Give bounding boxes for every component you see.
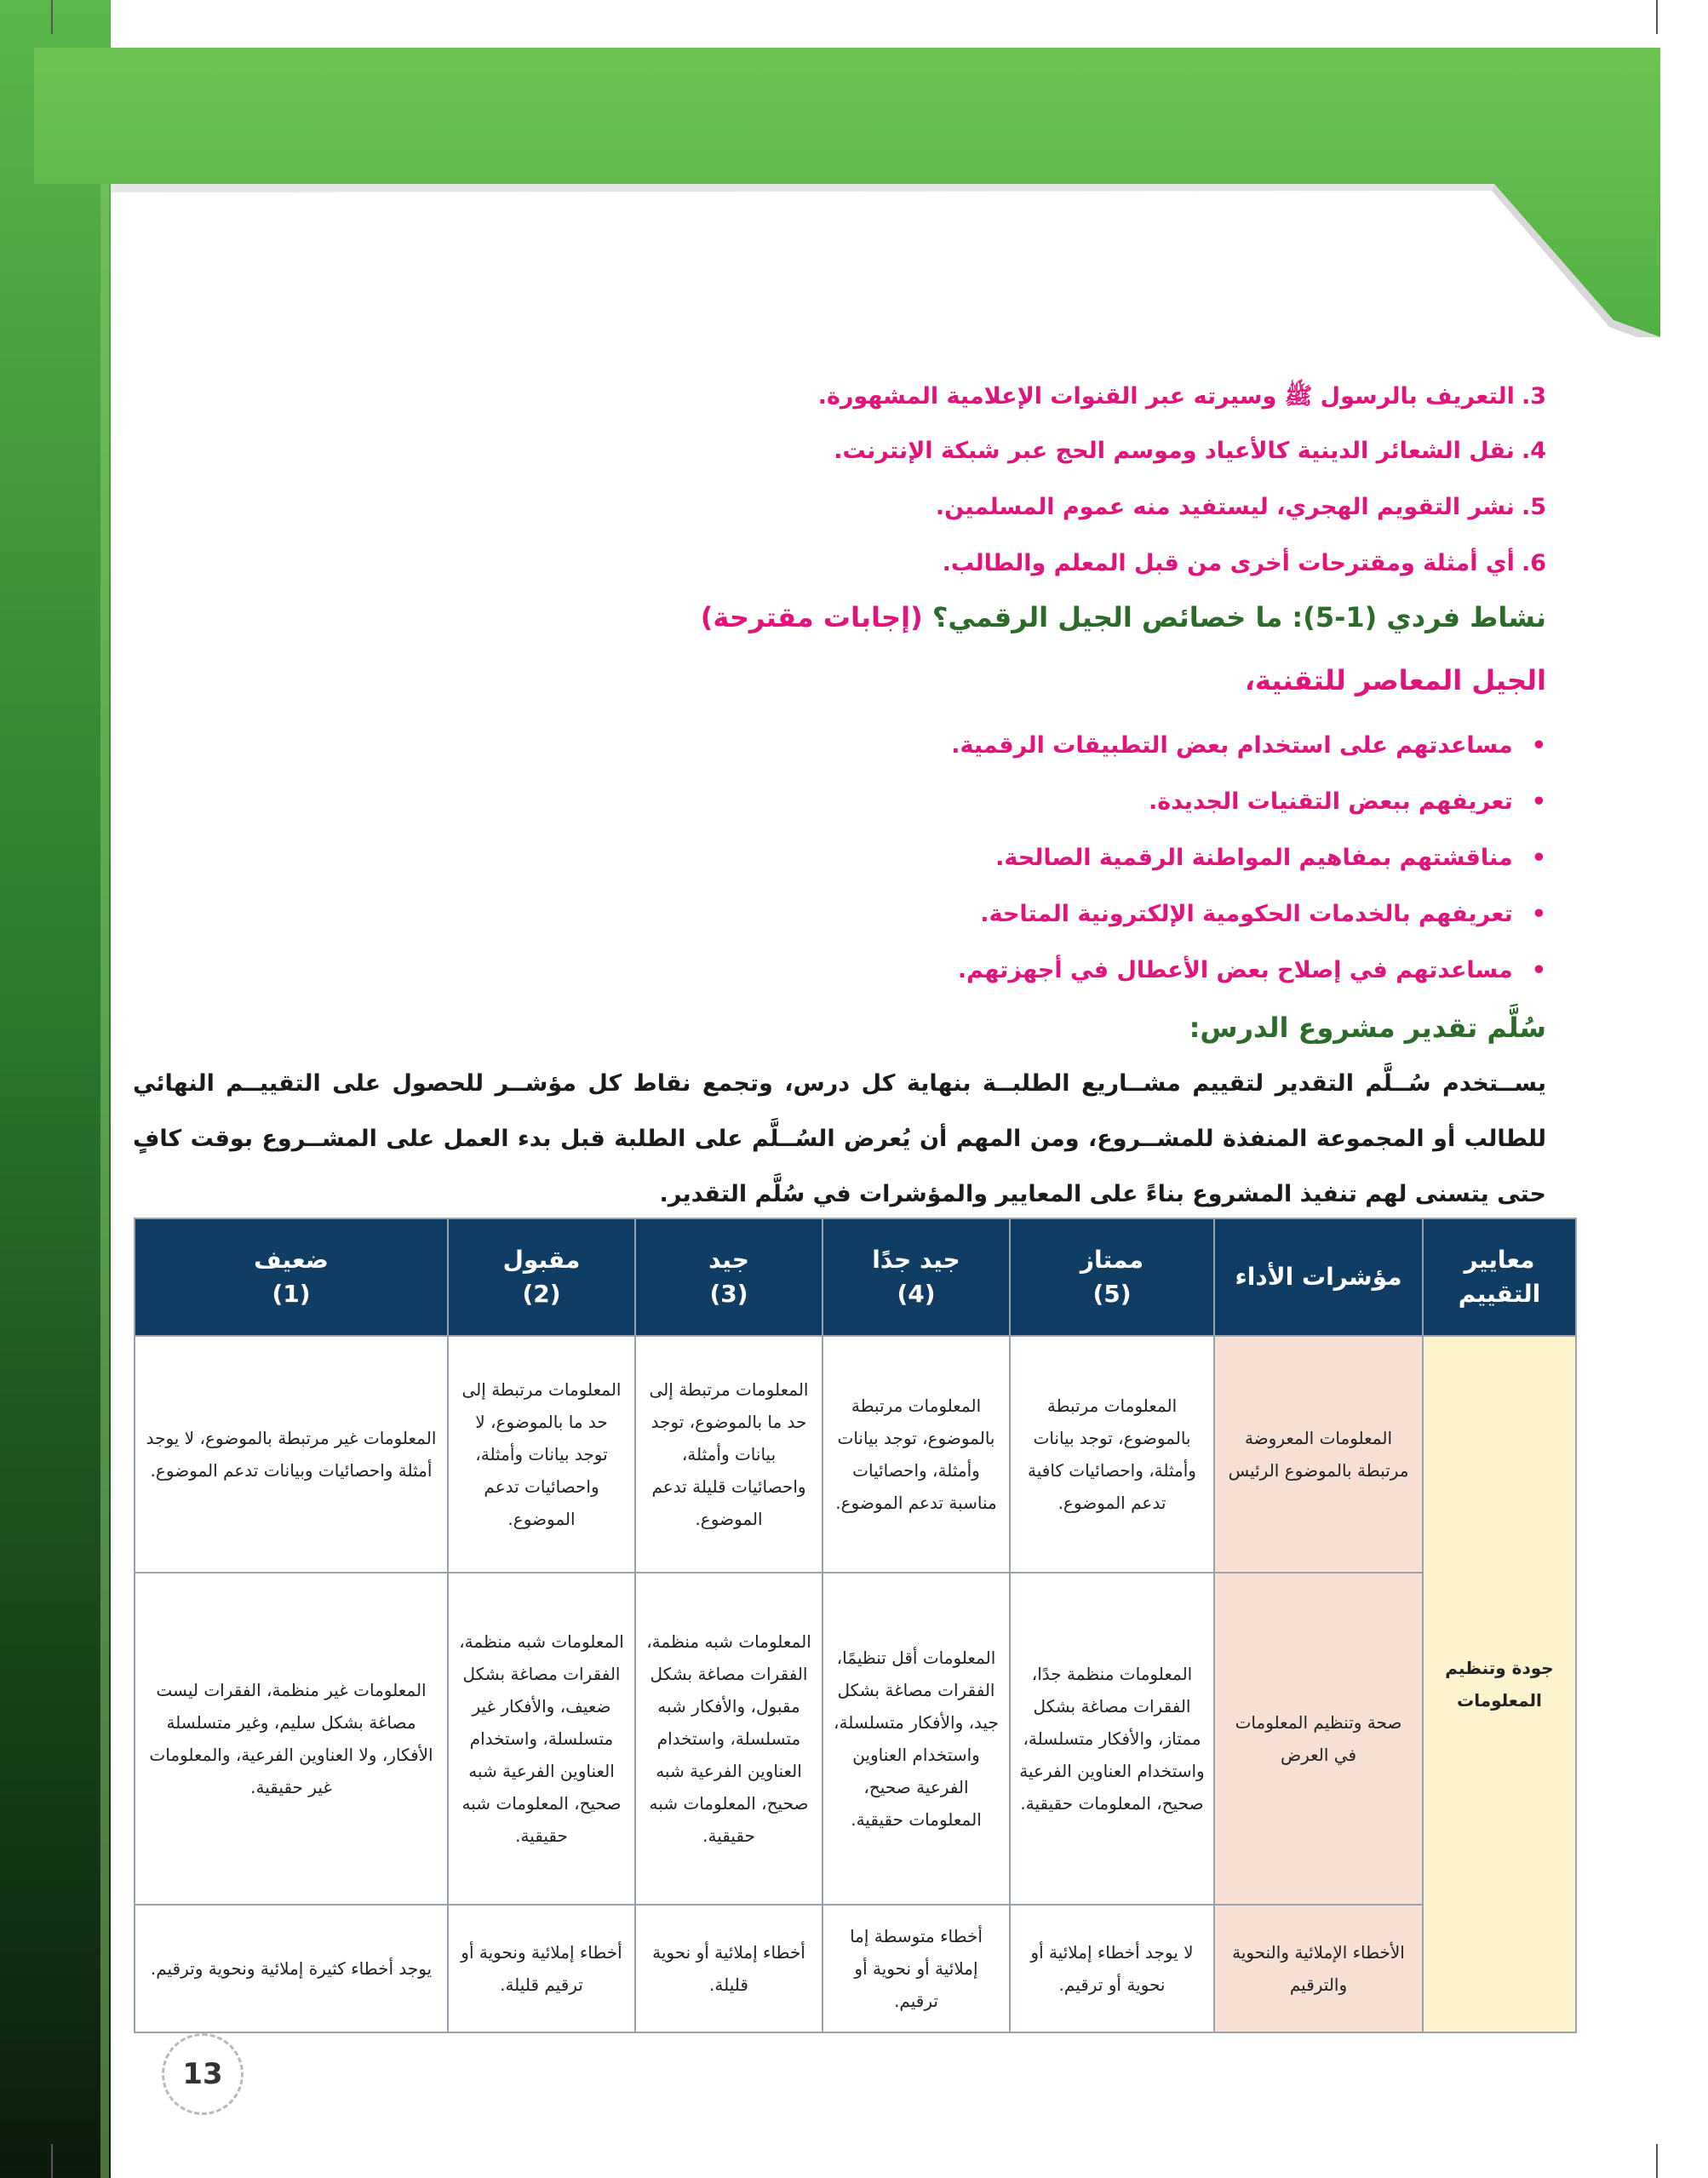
numbered-item-3 bbox=[818, 381, 1546, 416]
rating-cell: لا يوجد أخطاء إملائية أو نحوية أو ترقيم. bbox=[1010, 1905, 1214, 2032]
page-number: 13 bbox=[162, 2033, 244, 2115]
table-row bbox=[135, 1905, 1576, 2032]
rating-cell: المعلومات شبه منظمة، الفقرات مصاغة بشكل مقبول، والأفكار شبه متسلسلة، واستخدام العناوين الفرعية شبه صحيح، المعلومات شبه حقيقية. bbox=[635, 1573, 822, 1905]
numbered-item-5 bbox=[936, 494, 1546, 520]
item-text: نقل الشعائر الدينية كالأعياد وموسم الحج عبر شبكة الإنترنت. bbox=[834, 438, 1515, 464]
rating-cell: المعلومات غير منظمة، الفقرات ليست مصاغة بشكل سليم، وغير متسلسلة الأفكار، ولا العناوين الفرعية، والمعلومات غير حقيقية. bbox=[135, 1573, 448, 1905]
item-text: التعريف بالرسول ﷺ وسيرته عبر القنوات الإعلامية المشهورة. bbox=[817, 383, 1515, 410]
rating-cell: يوجد أخطاء كثيرة إملائية ونحوية وترقيم. bbox=[135, 1905, 448, 2032]
header-level-2 bbox=[448, 1218, 635, 1336]
header-level-5 bbox=[1010, 1218, 1214, 1336]
level-score: (3) bbox=[709, 1280, 748, 1308]
level-label: جيد bbox=[708, 1246, 749, 1274]
rating-cell: أخطاء متوسطة إما إملائية أو نحوية أو ترقيم. bbox=[822, 1905, 1010, 2032]
level-score: (2) bbox=[522, 1280, 561, 1308]
rating-cell: المعلومات أقل تنظيمًا، الفقرات مصاغة بشكل جيد، والأفكار متسلسلة، واستخدام العناوين الفرعية صحيح، المعلومات حقيقية. bbox=[822, 1573, 1010, 1905]
header-level-1 bbox=[135, 1218, 448, 1336]
rating-cell: المعلومات مرتبطة إلى حد ما بالموضوع، لا توجد بيانات وأمثلة، واحصائيات تدعم الموضوع. bbox=[448, 1336, 635, 1573]
rating-cell: المعلومات مرتبطة إلى حد ما بالموضوع، توجد بيانات وأمثلة، واحصائيات قليلة تدعم الموضوع. bbox=[635, 1336, 822, 1573]
numbered-item-4 bbox=[834, 438, 1546, 464]
bullet-item: • مساعدتهم على استخدام بعض التطبيقات الرقمية. bbox=[951, 732, 1546, 759]
numbered-item-6 bbox=[943, 550, 1546, 576]
rubric-heading: سُلَّم تقدير مشروع الدرس: bbox=[1189, 1012, 1546, 1044]
level-label: مقبول bbox=[502, 1246, 581, 1274]
level-label: ضعيف bbox=[254, 1246, 329, 1274]
table-row bbox=[135, 1336, 1576, 1573]
table-row bbox=[135, 1573, 1576, 1905]
indicator-cell: الأخطاء الإملائية والنحوية والترقيم bbox=[1214, 1905, 1423, 2032]
rating-cell: المعلومات شبه منظمة، الفقرات مصاغة بشكل ضعيف، والأفكار غير متسلسلة، واستخدام العناوين الفرعية شبه صحيح، المعلومات شبه حقيقية. bbox=[448, 1573, 635, 1905]
header-criteria: معايير التقييم bbox=[1423, 1218, 1576, 1336]
rubric-table bbox=[134, 1218, 1577, 2033]
bullet-item: • مناقشتهم بمفاهيم المواطنة الرقمية الصالحة. bbox=[995, 845, 1546, 871]
activity-heading-highlight: (إجابات مقترحة) bbox=[700, 601, 923, 633]
activity-heading-lead: نشاط فردي (1-5): ما خصائص الجيل الرقمي؟ bbox=[931, 601, 1546, 633]
level-score: (5) bbox=[1092, 1280, 1132, 1308]
activity-heading bbox=[701, 601, 1546, 633]
rating-cell: المعلومات مرتبطة بالموضوع، توجد بيانات وأمثلة، واحصائيات كافية تدعم الموضوع. bbox=[1010, 1336, 1214, 1573]
rating-cell: المعلومات غير مرتبطة بالموضوع، لا يوجد أمثلة واحصائيات وبيانات تدعم الموضوع. bbox=[135, 1336, 448, 1573]
rating-cell: أخطاء إملائية أو نحوية قليلة. bbox=[635, 1905, 822, 2032]
rubric-paragraph: يســتخدم سُــلَّم التقدير لتقييم مشــاريع الطلبــة بنهاية كل درس، وتجمع نقاط كل مؤشــر للحصول على التقييــم النهائي للطالب أو المجموعة المنفذة للمشــروع، ومن المهم أن يُعرض السُــلَّم على الطلبة قبل بدء العمل على المشــروع بوقت كافٍ حتى يتسنى لهم تنفيذ المشروع بناءً على المعايير والمؤشرات في سُلَّم التقدير. bbox=[133, 1070, 1546, 1207]
criterion-cell: جودة وتنظيم المعلومات bbox=[1423, 1336, 1576, 2032]
indicator-cell: صحة وتنظيم المعلومات في العرض bbox=[1214, 1573, 1423, 1905]
bullet-item: • مساعدتهم في إصلاح بعض الأعطال في أجهزتهم. bbox=[958, 957, 1546, 983]
bullet-item: • تعريفهم ببعض التقنيات الجديدة. bbox=[1149, 788, 1546, 815]
level-score: (1) bbox=[272, 1280, 311, 1308]
item-number: 4. bbox=[1521, 438, 1546, 464]
item-text: أي أمثلة ومقترحات أخرى من قبل المعلم والطالب. bbox=[942, 550, 1515, 576]
table-header-row bbox=[135, 1218, 1576, 1336]
indicator-cell: المعلومات المعروضة مرتبطة بالموضوع الرئيس bbox=[1214, 1336, 1423, 1573]
level-label: جيد جدًا bbox=[872, 1246, 960, 1274]
item-number: 3. bbox=[1521, 383, 1546, 410]
item-number: 5. bbox=[1521, 494, 1546, 520]
header-level-3 bbox=[635, 1218, 822, 1336]
bullet-item: • تعريفهم بالخدمات الحكومية الإلكترونية المتاحة. bbox=[980, 901, 1546, 927]
level-score: (4) bbox=[897, 1280, 936, 1308]
rating-cell: المعلومات مرتبطة بالموضوع، توجد بيانات وأمثلة، واحصائيات مناسبة تدعم الموضوع. bbox=[822, 1336, 1010, 1573]
item-number: 6. bbox=[1521, 550, 1546, 576]
header-level-4 bbox=[822, 1218, 1010, 1336]
subheading: الجيل المعاصر للتقنية، bbox=[1244, 664, 1546, 696]
header-indicators: مؤشرات الأداء bbox=[1214, 1218, 1423, 1336]
level-label: ممتاز bbox=[1080, 1246, 1144, 1274]
rating-cell: المعلومات منظمة جدًا، الفقرات مصاغة بشكل ممتاز، والأفكار متسلسلة، واستخدام العناوين الفرعية صحيح، المعلومات حقيقية. bbox=[1010, 1573, 1214, 1905]
rating-cell: أخطاء إملائية ونحوية أو ترقيم قليلة. bbox=[448, 1905, 635, 2032]
item-text: نشر التقويم الهجري، ليستفيد منه عموم المسلمين. bbox=[935, 494, 1515, 520]
